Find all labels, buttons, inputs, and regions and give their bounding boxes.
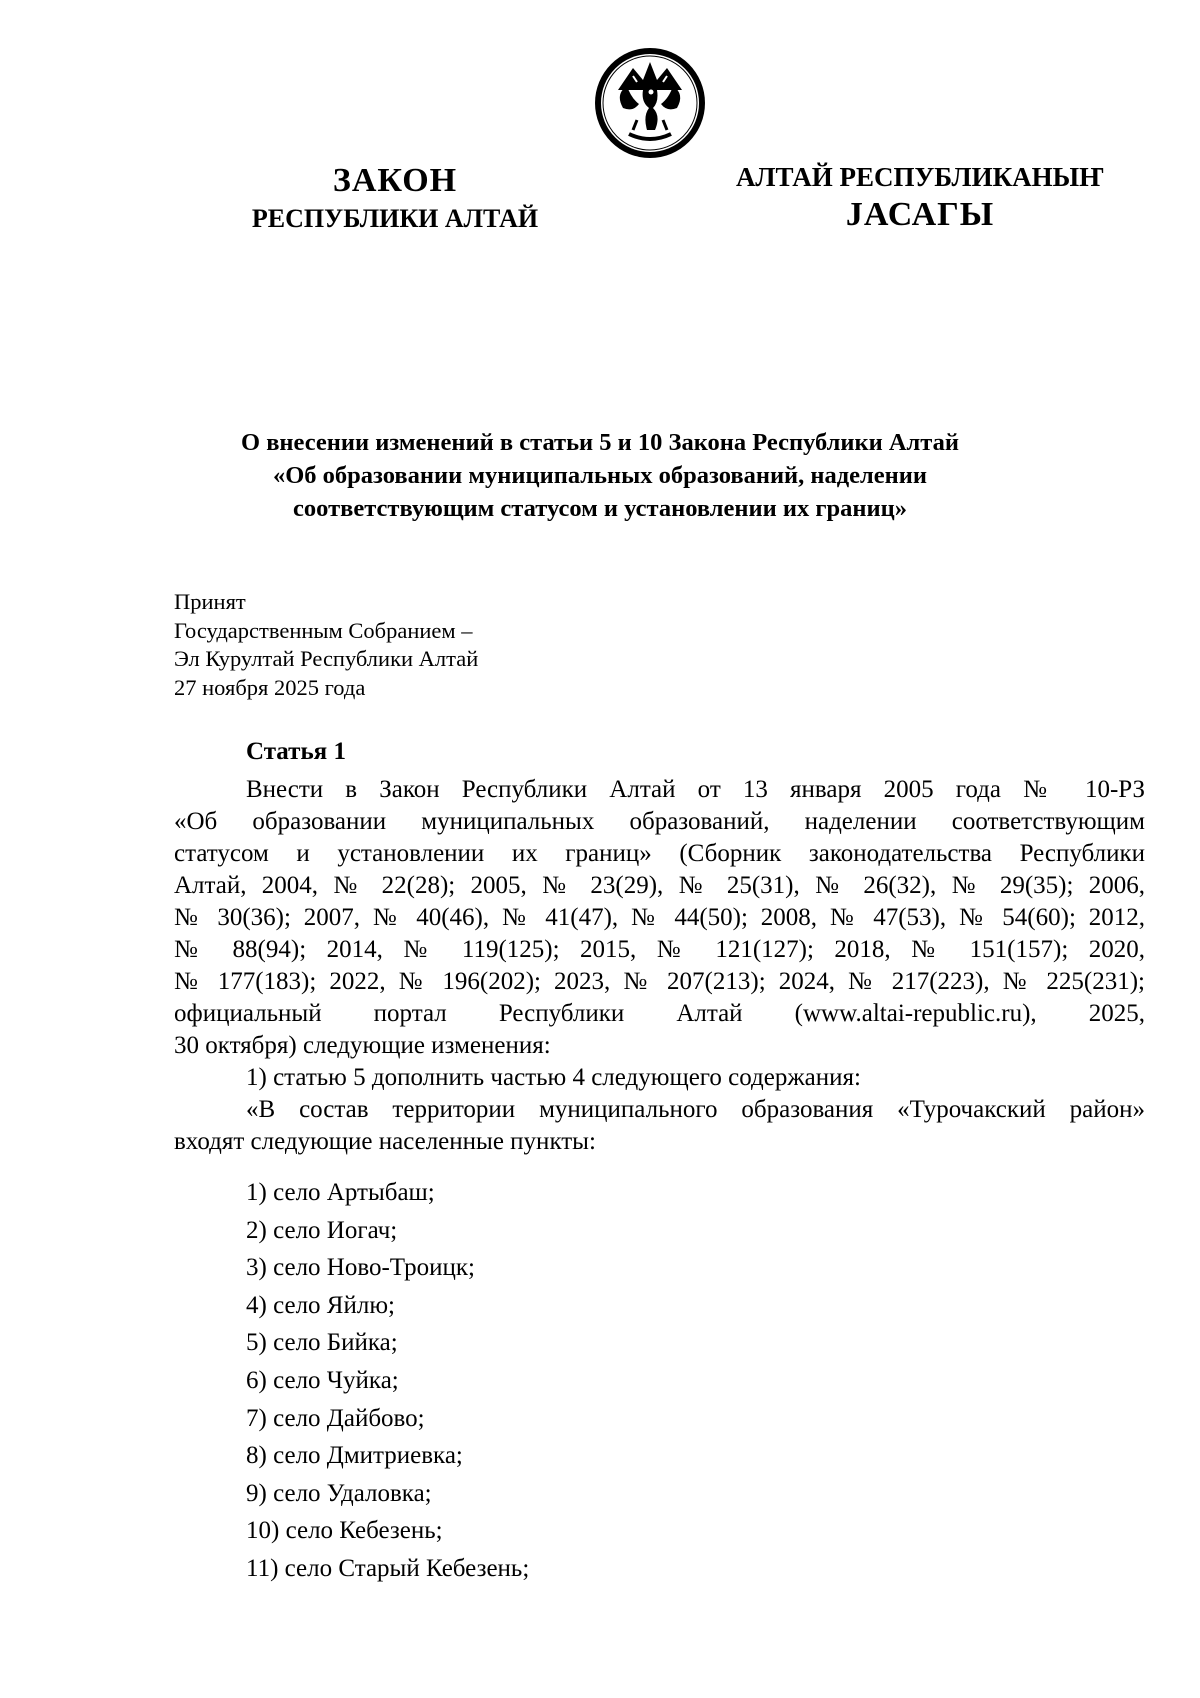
list-item: 6) село Чуйка; bbox=[246, 1366, 399, 1394]
coat-of-arms-icon bbox=[593, 46, 707, 160]
article-body bbox=[174, 774, 1145, 1158]
title-line: соответствующим статусом и установлении их границ» bbox=[293, 495, 907, 522]
law-header-altai bbox=[700, 160, 1140, 236]
adoption-line: Принят bbox=[174, 589, 246, 614]
paragraph-line: 30 октября) следующие изменения: bbox=[174, 1032, 551, 1059]
list-item: 1) село Артыбаш; bbox=[246, 1179, 435, 1206]
paragraph-line: № 88(94); 2014, № 119(125); 2015, № 121(127); 2018, № 151(157); 2020, bbox=[174, 936, 1145, 963]
list-item: 8) село Дмитриевка; bbox=[246, 1442, 463, 1470]
quote-line: входят следующие населенные пункты: bbox=[174, 1128, 596, 1155]
paragraph-line: «Об образовании муниципальных образований, наделении соответствующим bbox=[174, 808, 1145, 835]
list-item: 9) село Удаловка; bbox=[246, 1479, 432, 1507]
amendment-item: 1) статью 5 дополнить частью 4 следующего содержания: bbox=[246, 1064, 861, 1091]
law-title bbox=[160, 426, 1040, 525]
paragraph-line: Внести в Закон Республики Алтай от 13 января 2005 года № 10-РЗ bbox=[246, 776, 1145, 803]
adoption-date: 27 ноября 2025 года bbox=[174, 674, 366, 700]
adoption-line: Эл Курултай Республики Алтай bbox=[174, 646, 479, 671]
list-item: 5) село Бийка; bbox=[246, 1329, 398, 1357]
list-item: 2) село Иогач; bbox=[246, 1216, 398, 1244]
list-item: 4) село Яйлю; bbox=[246, 1291, 395, 1319]
paragraph-line: № 177(183); 2022, № 196(202); 2023, № 207(213); 2024, № 217(223), № 225(231); bbox=[174, 968, 1145, 995]
list-item: 7) село Дайбово; bbox=[246, 1404, 425, 1432]
list-item: 10) село Кебезень; bbox=[246, 1517, 443, 1545]
quote-line: «В состав территории муниципального образования «Турочакский район» bbox=[246, 1096, 1145, 1123]
title-line: «Об образовании муниципальных образований, наделении bbox=[272, 462, 928, 489]
law-header-russian bbox=[190, 160, 600, 236]
paragraph-line: Алтай, 2004, № 22(28); 2005, № 23(29), № 25(31), № 26(32), № 29(35); 2006, bbox=[174, 872, 1145, 899]
republic-label-altai: АЛТАЙ РЕСПУБЛИКАНЫҤ bbox=[735, 162, 1105, 192]
paragraph-line: № 30(36); 2007, № 40(46), № 41(47), № 44(50); 2008, № 47(53), № 54(60); 2012, bbox=[174, 904, 1145, 931]
settlement-list bbox=[246, 1174, 529, 1588]
title-line: О внесении изменений в статьи 5 и 10 Закона Республики Алтай bbox=[241, 429, 959, 456]
law-label-altai: ЈАСАГЫ bbox=[845, 196, 995, 233]
paragraph-line: официальный портал Республики Алтай (www.altai-republic.ru), 2025, bbox=[174, 1000, 1145, 1027]
adoption-line: Государственным Собранием – bbox=[174, 617, 473, 643]
adoption-block bbox=[174, 588, 478, 702]
list-item: 3) село Ново-Троицк; bbox=[246, 1254, 475, 1282]
law-label: ЗАКОН bbox=[332, 162, 458, 199]
list-item: 11) село Старый Кебезень; bbox=[246, 1554, 530, 1582]
article-heading: Статья 1 bbox=[246, 738, 346, 765]
paragraph-line: статусом и установлении их границ» (Сборник законодательства Республики bbox=[174, 840, 1145, 867]
republic-label: РЕСПУБЛИКИ АЛТАЙ bbox=[251, 204, 539, 233]
